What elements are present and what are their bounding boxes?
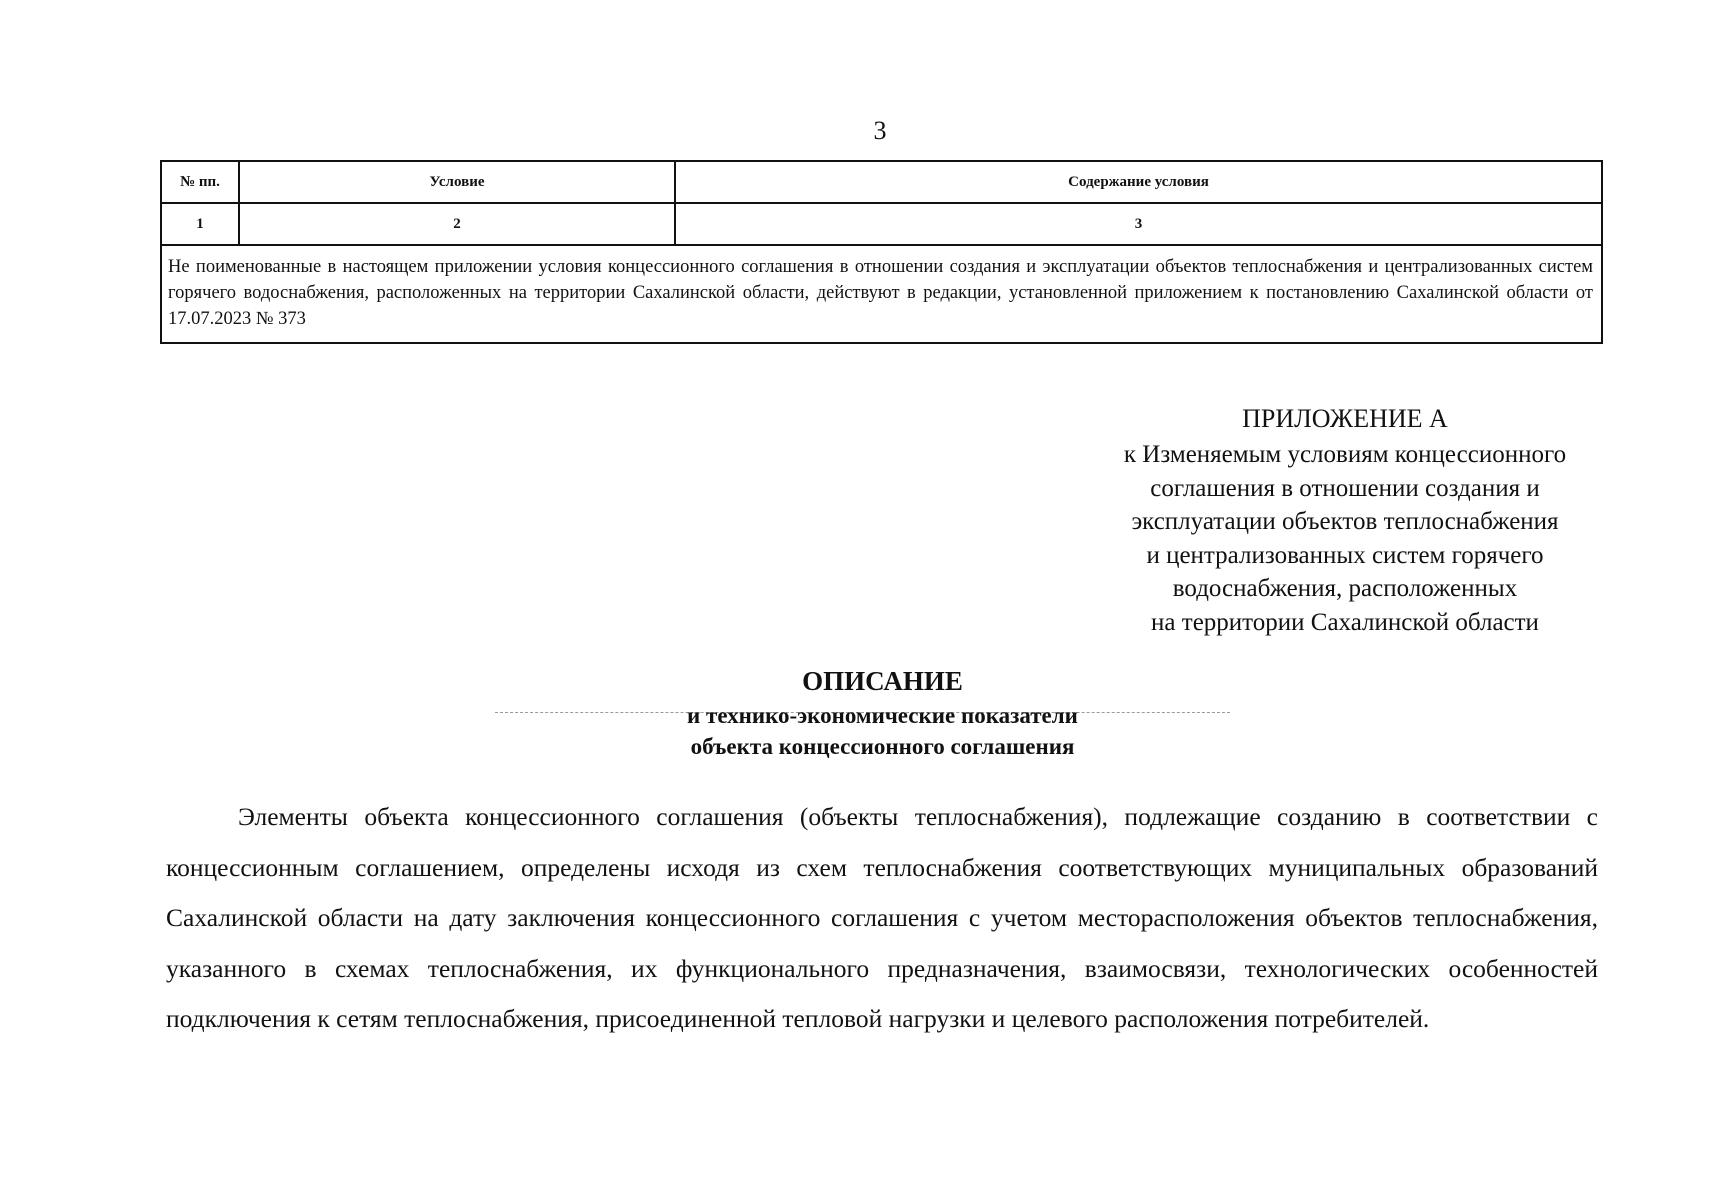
appendix-line: на территории Сахалинской области bbox=[1151, 608, 1539, 636]
table-column-numbers-row bbox=[161, 203, 1602, 245]
appendix-line: соглашения в отношении создания и bbox=[1150, 474, 1540, 502]
header-condition: Условие bbox=[239, 161, 675, 203]
heading-subtitle-2: объекта концессионного соглашения bbox=[690, 734, 1075, 759]
header-content: Содержание условия bbox=[675, 161, 1602, 203]
table-note: Не поименованные в настоящем приложении условия концессионного соглашения в отношении создания и эксплуатации объектов теплоснабжения и централизованных систем горячего водоснабжения, расположенных на территории Сахалинской области, действуют в редакции, установленной приложением к постановлению Сахалинской области от 17.07.2023 № 373 bbox=[161, 245, 1602, 343]
appendix-line: и централизованных систем горячего bbox=[1146, 541, 1544, 569]
section-heading bbox=[0, 662, 1715, 762]
heading-title: ОПИСАНИЕ bbox=[802, 666, 963, 696]
heading-subtitle-1: и технико-экономические показатели bbox=[687, 703, 1078, 728]
column-number-1: 1 bbox=[161, 203, 239, 245]
page-number: 3 bbox=[873, 116, 887, 145]
appendix-block bbox=[1060, 402, 1630, 639]
conditions-table bbox=[160, 160, 1603, 344]
table-header-row bbox=[161, 161, 1602, 203]
body-paragraph: Элементы объекта концессионного соглашения (объекты теплоснабжения), подлежащие созданию в соответствии с концессионным соглашением, определены исходя из схем теплоснабжения соответствующих муниципальных образований Сахалинской области на дату заключения концессионного соглашения с учетом месторасположения объектов теплоснабжения, указанного в схемах теплоснабжения, их функционального предназначения, взаимосвязи, технологических особенностей подключения к сетям теплоснабжения, присоединенной тепловой нагрузки и целевого расположения потребителей. bbox=[166, 802, 1598, 1033]
appendix-title: ПРИЛОЖЕНИЕ А bbox=[1242, 404, 1448, 433]
column-number-2: 2 bbox=[239, 203, 675, 245]
appendix-line: эксплуатации объектов теплоснабжения bbox=[1131, 508, 1559, 535]
table-note-row bbox=[161, 245, 1602, 343]
appendix-line: к Изменяемым условиям концессионного bbox=[1123, 441, 1567, 468]
column-number-3: 3 bbox=[675, 203, 1602, 245]
header-number: № пп. bbox=[161, 161, 239, 203]
body-paragraph-block bbox=[166, 792, 1598, 1045]
appendix-line: водоснабжения, расположенных bbox=[1172, 575, 1518, 602]
